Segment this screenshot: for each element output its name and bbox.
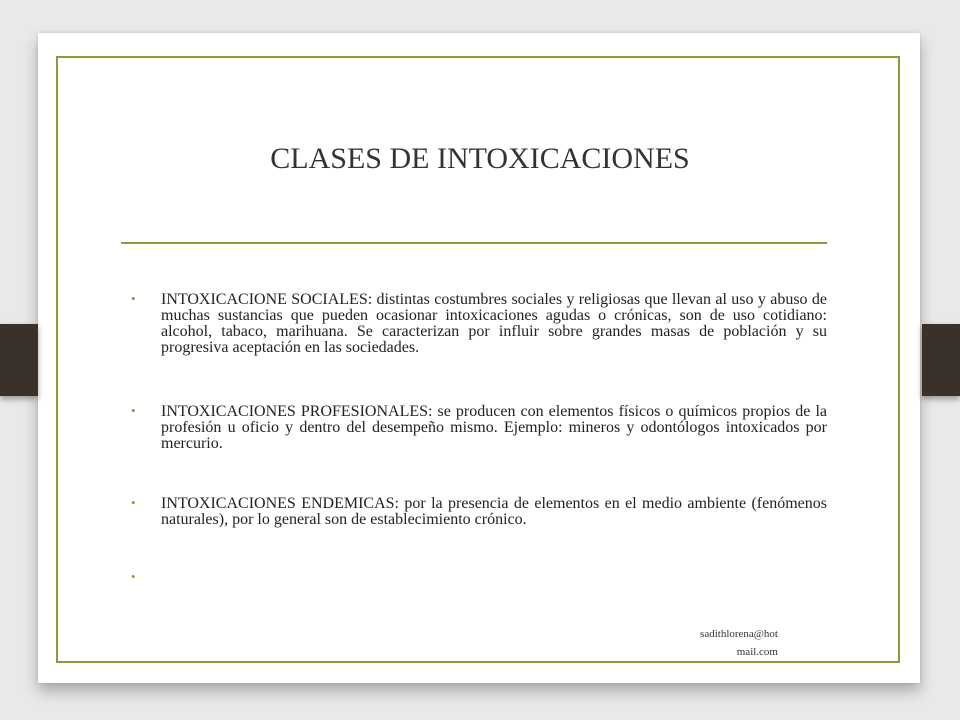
left-pin-decoration xyxy=(0,324,38,396)
right-pin-decoration xyxy=(922,324,960,396)
bullet-item-endemic: INTOXICACIONES ENDEMICAS: por la presencia de elementos en el medio ambiente (fenómenos naturales), por lo general son de establecimiento crónico. xyxy=(161,495,827,528)
bullet-item-social: INTOXICACIONE SOCIALES: distintas costumbres sociales y religiosas que llevan al uso y abuso de muchas sustancias que pueden ocasionar intoxicaciones agudas o crónicas, son de uso cotidiano: alcohol, tabaco, marihuana. Se caracterizan por influir sobre grandes masas de población y su progresiva aceptación en las sociedades. xyxy=(161,291,827,356)
footer-line-1: sadithlorena@hot xyxy=(700,628,778,640)
footer-line-2: mail.com xyxy=(736,646,778,658)
bullet-icon: • xyxy=(131,569,136,584)
bullet-icon: • xyxy=(131,495,136,510)
footer-email xyxy=(646,625,778,661)
bullet-icon: • xyxy=(131,291,136,306)
bullet-item-professional: INTOXICACIONES PROFESIONALES: se producen con elementos físicos o químicos propios de la profesión u oficio y dentro del desempeño mismo. Ejemplo: mineros y odontólogos intoxicados por mercurio. xyxy=(161,403,827,452)
bullet-icon: • xyxy=(131,403,136,418)
slide-title: CLASES DE INTOXICACIONES xyxy=(270,142,690,175)
title-underline xyxy=(121,242,827,244)
